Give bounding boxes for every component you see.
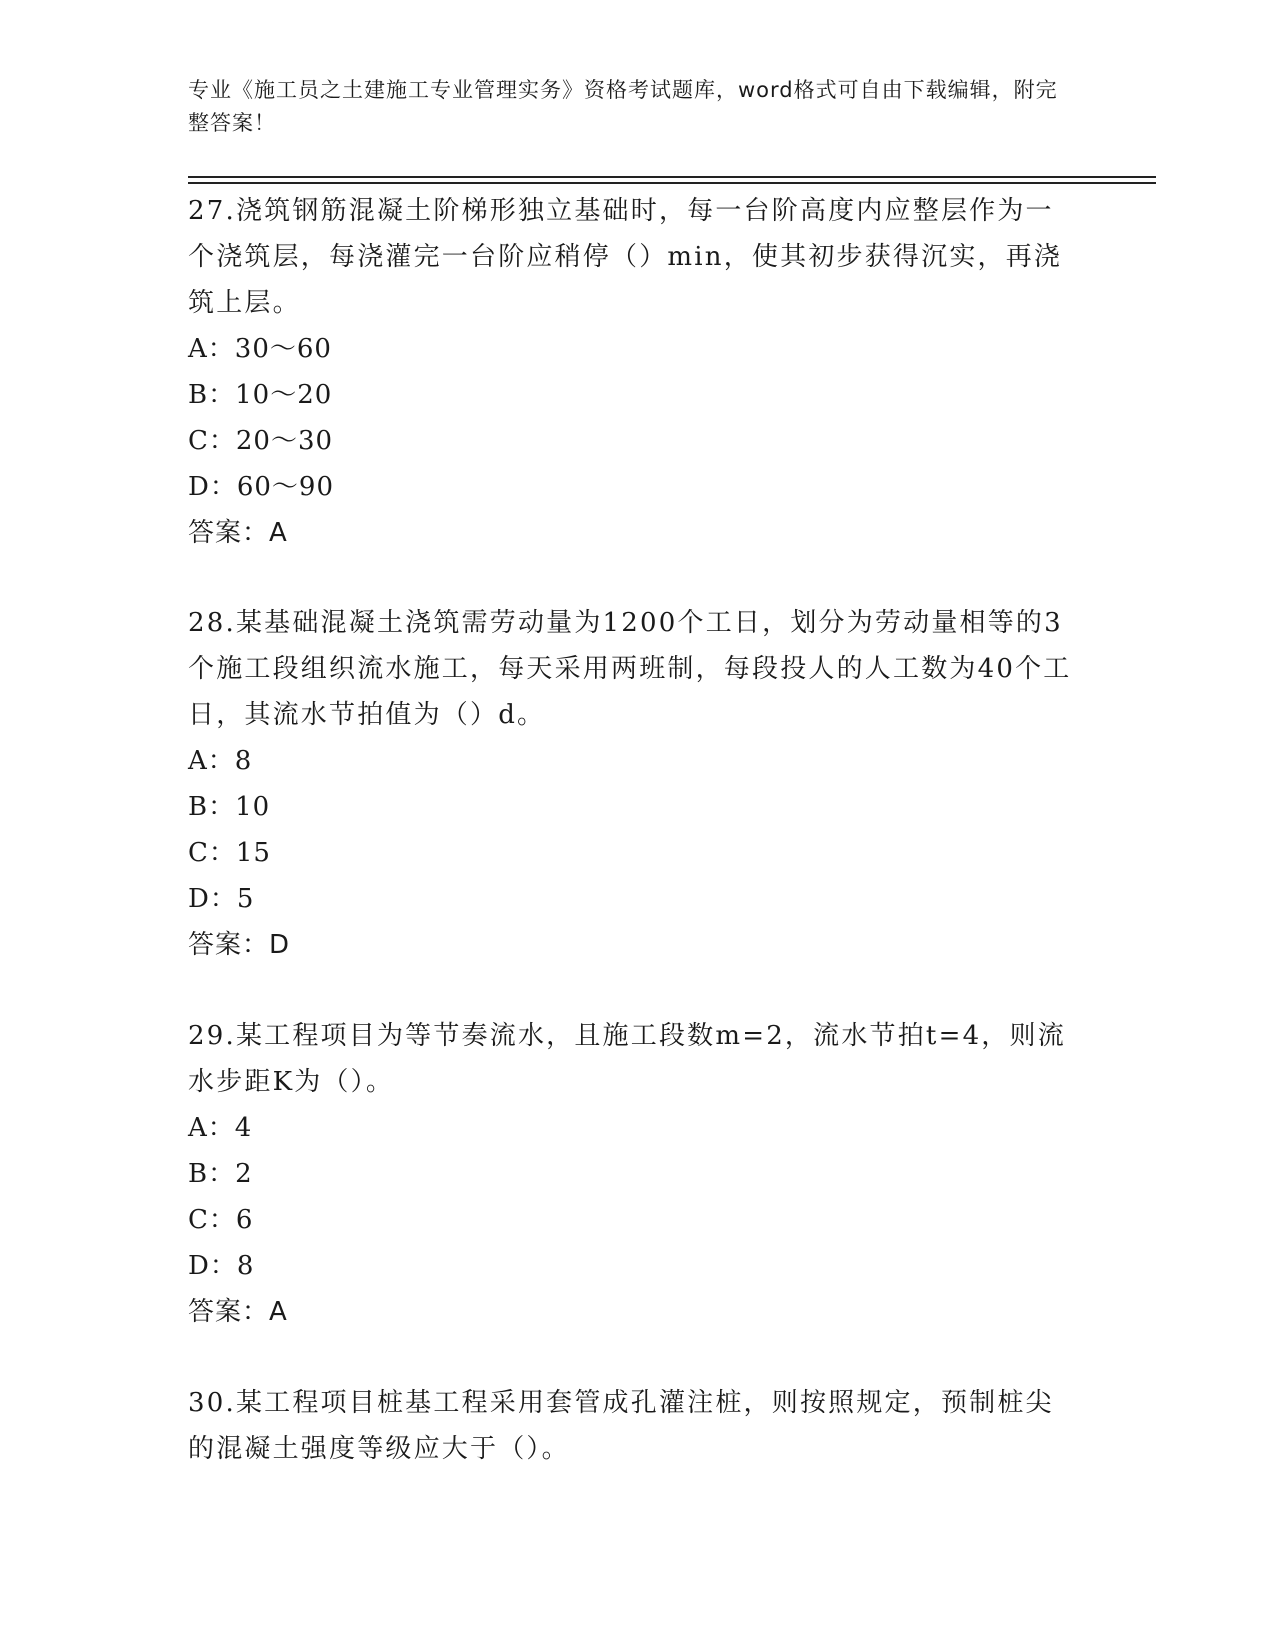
option-c: C：15 [188, 838, 271, 868]
option-b: B：10～20 [188, 380, 333, 410]
option-d: D：8 [188, 1251, 255, 1281]
answer: 答案：A [188, 518, 288, 548]
question-text: 29.某工程项目为等节奏流水，且施工段数m=2，流水节拍t=4，则流水步距K为（）。 [188, 1021, 1066, 1097]
question-text: 30.某工程项目桩基工程采用套管成孔灌注桩，则按照规定，预制桩尖的混凝土强度等级应大于（）。 [188, 1388, 1054, 1464]
header-divider-line-second [188, 182, 1156, 184]
option-d: D：5 [188, 884, 255, 914]
document-header: 专业《施工员之土建施工专业管理实务》资格考试题库，word格式可自由下载编辑，附完整答案！ [188, 78, 1058, 135]
option-d: D：60～90 [188, 472, 335, 502]
option-c: C：6 [188, 1205, 254, 1235]
header-divider-line [188, 176, 1156, 178]
option-b: B：2 [188, 1159, 253, 1189]
question-28 [188, 600, 1078, 968]
option-a: A：8 [188, 746, 253, 776]
question-text: 27.浇筑钢筋混凝土阶梯形独立基础时，每一台阶高度内应整层作为一个浇筑层，每浇灌完一台阶应稍停（）min，使其初步获得沉实，再浇筑上层。 [188, 196, 1063, 318]
option-c: C：20～30 [188, 426, 334, 456]
question-text: 28.某基础混凝土浇筑需劳动量为1200个工日，划分为劳动量相等的3个施工段组织流水施工，每天采用两班制，每段投人的人工数为40个工日，其流水节拍值为（）d。 [188, 608, 1072, 730]
question-30 [188, 1380, 1078, 1472]
question-29 [188, 1013, 1078, 1335]
question-27 [188, 188, 1078, 556]
option-a: A：4 [188, 1113, 253, 1143]
answer: 答案：A [188, 1297, 288, 1327]
option-b: B：10 [188, 792, 271, 822]
option-a: A：30～60 [188, 334, 332, 364]
answer: 答案：D [188, 930, 291, 960]
